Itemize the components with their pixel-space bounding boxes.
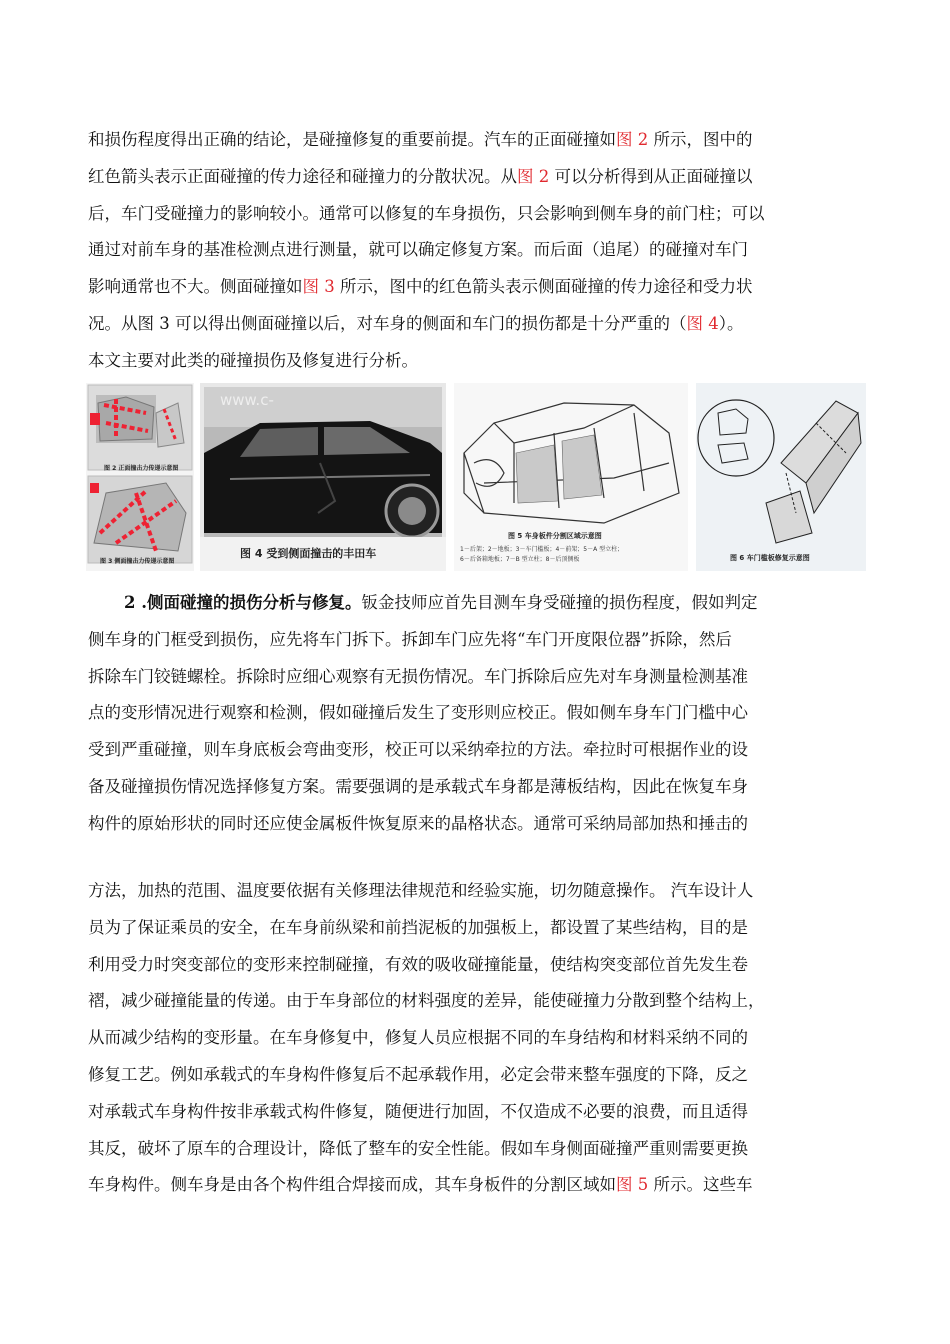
text-line: 车身构件。侧车身是由各个构件组合焊接而成，其车身板件的分割区域如图 5 所示。这些车 bbox=[88, 1175, 753, 1195]
figure-2-3-thumbnails bbox=[86, 383, 194, 571]
text-line: 构件的原始形状的同时还应使金属板件恢复原来的晶格状态。通常可采纳局部加热和捶击的 bbox=[88, 813, 748, 833]
paragraph-side-impact bbox=[88, 585, 864, 843]
text-line: 况。从图 3 可以得出侧面碰撞以后，对车身的侧面和车门的损伤都是十分严重的（图 4）。 bbox=[88, 313, 744, 333]
text-line: 点的变形情况进行观察和检测，假如碰撞后发生了变形则应校正。假如侧车身车门门槛中心 bbox=[88, 703, 748, 723]
text-line: 侧车身的门框受到损伤，应先将车门拆下。拆卸车门应先将“车门开度限位器”拆除，然后 bbox=[88, 629, 732, 649]
text-line: 影响通常也不大。侧面碰撞如图 3 所示，图中的红色箭头表示侧面碰撞的传力途径和受力状 bbox=[88, 277, 753, 297]
figure-3-caption: 图 3 侧面撞击力传递示意图 bbox=[100, 558, 175, 565]
figure-ref-link[interactable]: 图 5 bbox=[616, 1175, 649, 1195]
figure-5-legend-line2: 6－后备箱地板；7－B 型立柱；8－后顶侧板 bbox=[460, 556, 580, 563]
figure-ref-link[interactable]: 图 2 bbox=[517, 166, 550, 186]
figure-6-diagram bbox=[696, 383, 866, 571]
door-sill-diagram bbox=[696, 383, 866, 571]
text-line: 其反，破坏了原车的合理设计，降低了整车的安全性能。假如车身侧面碰撞严重则需要更换 bbox=[88, 1138, 748, 1158]
text-line: 后，车门受碰撞力的影响较小。通常可以修复的车身损伤，只会影响到侧车身的前门柱；可以 bbox=[88, 203, 765, 223]
body-panel-diagram bbox=[454, 383, 688, 571]
text-line: 受到严重碰撞，则车身底板会弯曲变形，校正可以采纳牵拉的方法。牵拉时可根据作业的设 bbox=[88, 740, 748, 760]
figure-5-legend-line1: 1－后架；2－地板；3－车门槛板；4－前架；5－A 型立柱； bbox=[460, 546, 624, 553]
figure-4-photo bbox=[200, 383, 446, 571]
figure-ref-link[interactable]: 图 4 bbox=[686, 313, 719, 333]
text-line: 从而减少结构的变形量。在车身修复中，修复人员应根据不同的车身结构和材料采纳不同的 bbox=[88, 1028, 748, 1048]
text-line: 通过对前车身的基准检测点进行测量，就可以确定修复方案。而后面（追尾）的碰撞对车门 bbox=[88, 240, 748, 260]
damaged-car-photo bbox=[200, 383, 446, 571]
photo-watermark: www.c- bbox=[220, 391, 274, 409]
text-line: 方法，加热的范围、温度要依据有关修理法律规范和经验实施，切勿随意操作。 汽车设计人 bbox=[88, 881, 754, 900]
paragraph-repair bbox=[88, 873, 864, 1204]
crash-diagram-image bbox=[86, 383, 194, 571]
figure-5-diagram bbox=[454, 383, 688, 571]
text-line: 修复工艺。例如承载式的车身构件修复后不起承载作用，必定会带来整车强度的下降，反之 bbox=[88, 1064, 748, 1084]
text-line: 褶，减少碰撞能量的传递。由于车身部位的材料强度的差异，能使碰撞力分散到整个结构上， bbox=[88, 991, 765, 1011]
figure-4-caption: 图 4 受到侧面撞击的丰田车 bbox=[240, 547, 377, 560]
text-line: 拆除车门铰链螺栓。拆除时应细心观察有无损伤情况。车门拆除后应先对车身测量检测基准 bbox=[88, 666, 748, 686]
figure-6-caption: 图 6 车门槛板修复示意图 bbox=[730, 554, 810, 562]
text-line: 对承载式车身构件按非承载式构件修复，随便进行加固，不仅造成不必要的浪费，而且适得 bbox=[88, 1101, 748, 1121]
figure-ref-link[interactable]: 图 3 bbox=[302, 277, 335, 297]
section-heading: 2 .侧面碰撞的损伤分析与修复。 bbox=[124, 593, 362, 612]
text-line: 员为了保证乘员的安全，在车身前纵梁和前挡泥板的加强板上，都设置了某些结构，目的是 bbox=[88, 917, 748, 937]
text-line: 红色箭头表示正面碰撞的传力途径和碰撞力的分散状况。从图 2 可以分析得到从正面碰撞以 bbox=[88, 166, 753, 186]
figure-5-caption: 图 5 车身板件分割区域示意图 bbox=[508, 532, 602, 540]
text-line: 备及碰撞损伤情况选择修复方案。需要强调的是承载式车身都是薄板结构，因此在恢复车身 bbox=[88, 776, 748, 796]
text-line: 2 .侧面碰撞的损伤分析与修复。钣金技师应首先目测车身受碰撞的损伤程度，假如判定 bbox=[124, 593, 758, 612]
figure-2-caption: 图 2 正面撞击力传递示意图 bbox=[104, 465, 179, 472]
figure-strip bbox=[86, 383, 866, 571]
figure-ref-link[interactable]: 图 2 bbox=[616, 130, 649, 149]
text-line: 和损伤程度得出正确的结论，是碰撞修复的重要前提。汽车的正面碰撞如图 2 所示，图中的 bbox=[88, 130, 753, 149]
text-line: 本文主要对此类的碰撞损伤及修复进行分析。 bbox=[88, 350, 418, 370]
text-line: 利用受力时突变部位的变形来控制碰撞，有效的吸收碰撞能量，使结构突变部位首先发生卷 bbox=[88, 954, 748, 974]
paragraph-intro bbox=[88, 122, 864, 380]
